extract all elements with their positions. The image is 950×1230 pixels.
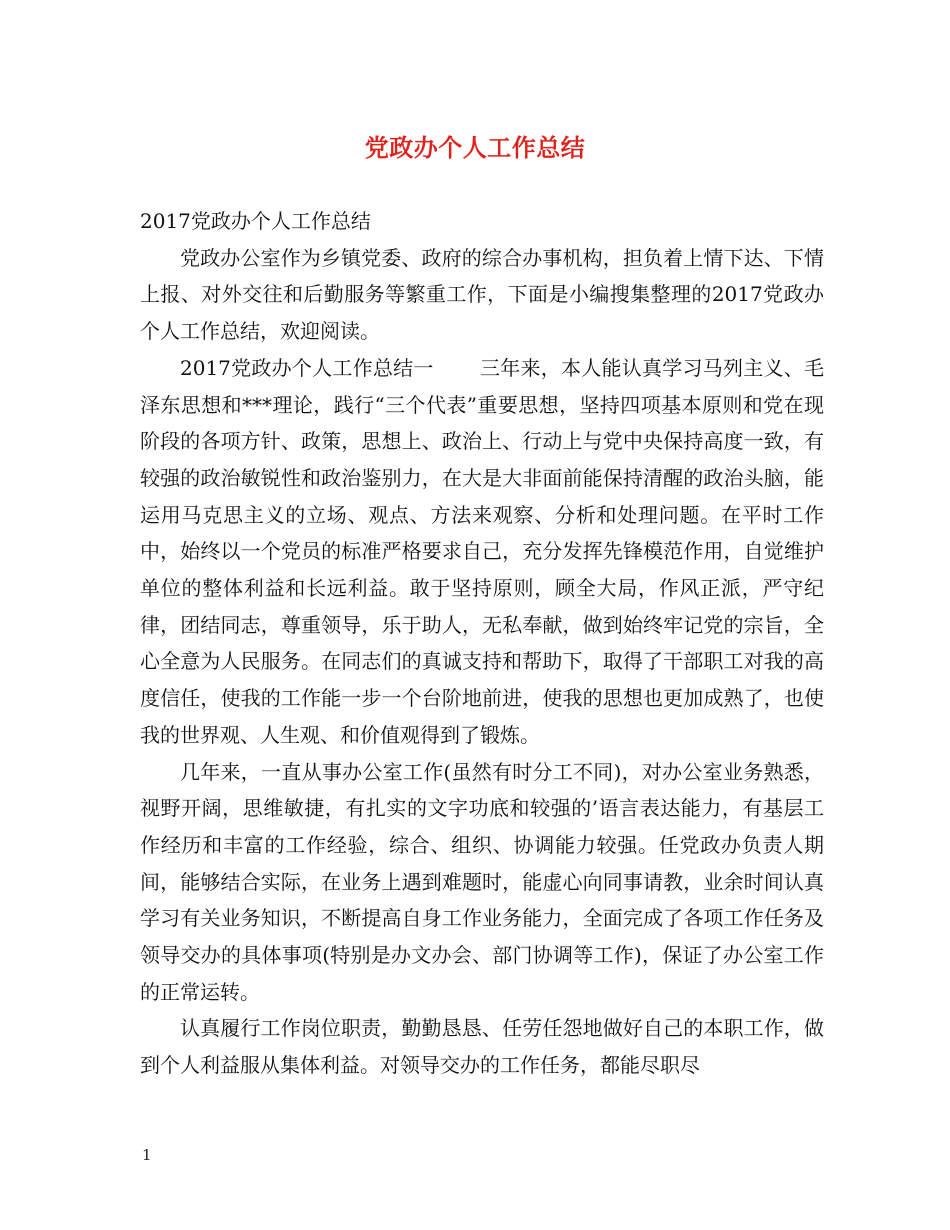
paragraph-experience: 几年来，一直从事办公室工作(虽然有时分工不同)，对办公室业务熟悉，视野开阔，思维敏捷，有扎实的文字功底和较强的’语言表达能力，有基层工作经历和丰富的工作经验，综合、组织、协调能力较强。任党政办负责人期间，能够结合实际，在业务上遇到难题时，能虚心向同事请教，业余时间认真学习有关业务知识，不断提高自身工作业务能力，全面完成了各项工作任务及领导交办的具体事项(特别是办文办会、部门协调等工作)，保证了办公室工作的正常运转。 bbox=[140, 759, 824, 1004]
page-number: 1 bbox=[142, 1146, 152, 1164]
document-subtitle: 2017党政办个人工作总结 bbox=[140, 209, 371, 233]
section-heading: 2017党政办个人工作总结一 bbox=[180, 355, 434, 380]
paragraph-duties: 认真履行工作岗位职责，勤勤恳恳、任劳任怨地做好自己的本职工作，做到个人利益服从集体利益。对领导交办的工作任务，都能尽职尽 bbox=[140, 1016, 824, 1078]
paragraph-intro: 党政办公室作为乡镇党委、政府的综合办事机构，担负着上情下达、下情上报、对外交往和后勤服务等繁重工作，下面是小编搜集整理的2017党政办个人工作总结，欢迎阅读。 bbox=[140, 245, 824, 344]
document-body bbox=[140, 203, 824, 1084]
document-title: 党政办个人工作总结 bbox=[364, 133, 586, 162]
paragraph-section-one-text: 三年来，本人能认真学习马列主义、毛泽东思想和***理论，践行“三个代表”重要思想，坚持四项基本原则和党在现阶段的各项方针、政策，思想上、政治上、行动上与党中央保持高度一致，有较强的政治敏锐性和政治鉴别力，在大是大非面前能保持清醒的政治头脑，能运用马克思主义的立场、观点、方法来观察、分析和处理问题。在平时工作中，始终以一个党员的标准严格要求自己，充分发挥先锋模范作用，自觉维护单位的整体利益和长远利益。敢于坚持原则，顾全大局，作风正派，严守纪律，团结同志，尊重领导，乐于助人，无私奉献，做到始终牢记党的宗旨，全心全意为人民服务。在同志们的真诚支持和帮助下，取得了干部职工对我的高度信任，使我的工作能一步一个台阶地前进，使我的思想也更加成熟了，也使我的世界观、人生观、和价值观得到了锻炼。 bbox=[140, 355, 824, 747]
paragraph-section-one bbox=[140, 350, 824, 754]
